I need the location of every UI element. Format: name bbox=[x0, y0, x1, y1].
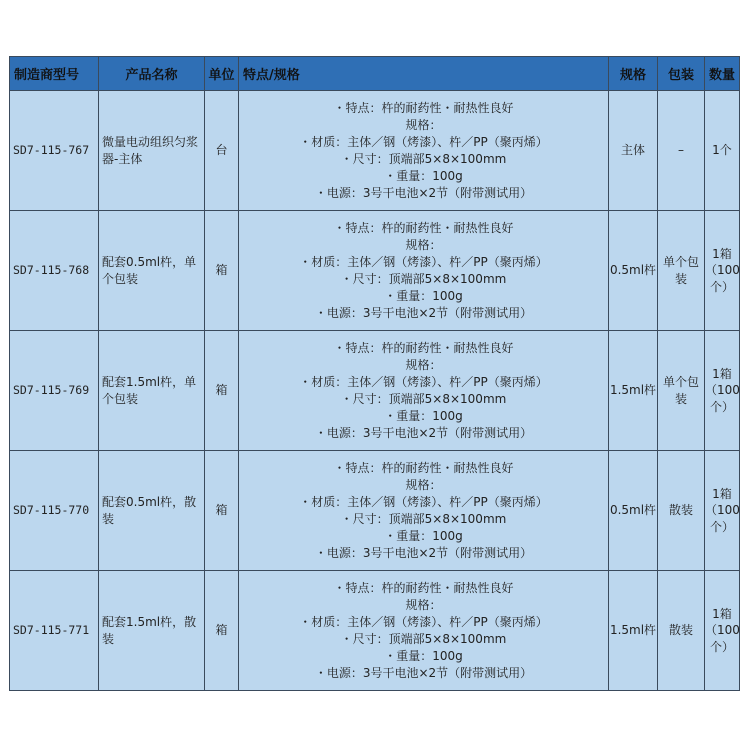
feature-line: 规格： bbox=[405, 357, 442, 372]
feature-line: ・材质：主体／钢（烤漆）、杵／PP（聚丙烯） bbox=[299, 254, 548, 269]
product-name-cell: 配套0.5ml杵，单个包装 bbox=[99, 211, 205, 331]
model-cell: SD7-115-771 bbox=[10, 571, 99, 691]
feature-line: ・特点：杵的耐药性・耐热性良好 bbox=[333, 460, 514, 475]
quantity-cell: 1箱（100个） bbox=[705, 211, 740, 331]
quantity-cell: 1个 bbox=[705, 91, 740, 211]
feature-line: ・特点：杵的耐药性・耐热性良好 bbox=[333, 580, 514, 595]
feature-line: ・重量：100g bbox=[384, 528, 463, 543]
feature-line: ・重量：100g bbox=[384, 648, 463, 663]
spec-cell: 0.5ml杵 bbox=[609, 211, 658, 331]
feature-line: 规格： bbox=[405, 477, 442, 492]
table-body bbox=[10, 91, 740, 691]
header-model: 制造商型号 bbox=[10, 57, 99, 91]
features-cell bbox=[239, 571, 609, 691]
packaging-cell: 散装 bbox=[658, 571, 705, 691]
packaging-cell: 单个包装 bbox=[658, 211, 705, 331]
feature-line: ・重量：100g bbox=[384, 408, 463, 423]
product-spec-table bbox=[9, 56, 740, 691]
feature-line: 规格： bbox=[405, 237, 442, 252]
model-cell: SD7-115-768 bbox=[10, 211, 99, 331]
unit-cell: 台 bbox=[205, 91, 239, 211]
feature-line: ・尺寸：顶端部5×8×100mm bbox=[340, 511, 507, 526]
product-name-cell: 配套1.5ml杵，单个包装 bbox=[99, 331, 205, 451]
feature-line: ・材质：主体／钢（烤漆）、杵／PP（聚丙烯） bbox=[299, 374, 548, 389]
feature-line: ・电源：3号干电池×2节（附带测试用） bbox=[314, 665, 533, 680]
feature-line: ・重量：100g bbox=[384, 168, 463, 183]
feature-line: ・材质：主体／钢（烤漆）、杵／PP（聚丙烯） bbox=[299, 134, 548, 149]
header-name: 产品名称 bbox=[99, 57, 205, 91]
header-spec: 规格 bbox=[609, 57, 658, 91]
quantity-cell: 1箱（100个） bbox=[705, 571, 740, 691]
feature-line: ・尺寸：顶端部5×8×100mm bbox=[340, 271, 507, 286]
feature-line: ・尺寸：顶端部5×8×100mm bbox=[340, 151, 507, 166]
model-cell: SD7-115-769 bbox=[10, 331, 99, 451]
model-cell: SD7-115-767 bbox=[10, 91, 99, 211]
features-cell bbox=[239, 451, 609, 571]
feature-line: ・电源：3号干电池×2节（附带测试用） bbox=[314, 425, 533, 440]
table-header-row bbox=[10, 57, 740, 91]
packaging-cell: 单个包装 bbox=[658, 331, 705, 451]
spec-cell: 1.5ml杵 bbox=[609, 571, 658, 691]
feature-line: ・重量：100g bbox=[384, 288, 463, 303]
header-features: 特点/规格 bbox=[239, 57, 609, 91]
packaging-cell: 散装 bbox=[658, 451, 705, 571]
feature-line: 规格： bbox=[405, 117, 442, 132]
product-name-cell: 配套0.5ml杵，散装 bbox=[99, 451, 205, 571]
feature-line: ・特点：杵的耐药性・耐热性良好 bbox=[333, 340, 514, 355]
header-quantity: 数量 bbox=[705, 57, 740, 91]
table-row bbox=[10, 571, 740, 691]
packaging-cell: – bbox=[658, 91, 705, 211]
feature-line: ・电源：3号干电池×2节（附带测试用） bbox=[314, 545, 533, 560]
table-row bbox=[10, 91, 740, 211]
feature-line: ・特点：杵的耐药性・耐热性良好 bbox=[333, 220, 514, 235]
feature-line: ・电源：3号干电池×2节（附带测试用） bbox=[314, 185, 533, 200]
feature-line: ・尺寸：顶端部5×8×100mm bbox=[340, 631, 507, 646]
features-cell bbox=[239, 211, 609, 331]
table-row bbox=[10, 211, 740, 331]
unit-cell: 箱 bbox=[205, 451, 239, 571]
table-row bbox=[10, 331, 740, 451]
product-name-cell: 配套1.5ml杵，散装 bbox=[99, 571, 205, 691]
feature-line: 规格： bbox=[405, 597, 442, 612]
table-row bbox=[10, 451, 740, 571]
unit-cell: 箱 bbox=[205, 331, 239, 451]
feature-line: ・材质：主体／钢（烤漆）、杵／PP（聚丙烯） bbox=[299, 614, 548, 629]
feature-line: ・尺寸：顶端部5×8×100mm bbox=[340, 391, 507, 406]
features-cell bbox=[239, 331, 609, 451]
feature-line: ・特点：杵的耐药性・耐热性良好 bbox=[333, 100, 514, 115]
quantity-cell: 1箱（100个） bbox=[705, 451, 740, 571]
model-cell: SD7-115-770 bbox=[10, 451, 99, 571]
product-name-cell: 微量电动组织匀浆器-主体 bbox=[99, 91, 205, 211]
unit-cell: 箱 bbox=[205, 211, 239, 331]
features-cell bbox=[239, 91, 609, 211]
spec-cell: 0.5ml杵 bbox=[609, 451, 658, 571]
header-packaging: 包装 bbox=[658, 57, 705, 91]
header-unit: 单位 bbox=[205, 57, 239, 91]
unit-cell: 箱 bbox=[205, 571, 239, 691]
spec-cell: 1.5ml杵 bbox=[609, 331, 658, 451]
quantity-cell: 1箱（100个） bbox=[705, 331, 740, 451]
feature-line: ・电源：3号干电池×2节（附带测试用） bbox=[314, 305, 533, 320]
spec-cell: 主体 bbox=[609, 91, 658, 211]
feature-line: ・材质：主体／钢（烤漆）、杵／PP（聚丙烯） bbox=[299, 494, 548, 509]
